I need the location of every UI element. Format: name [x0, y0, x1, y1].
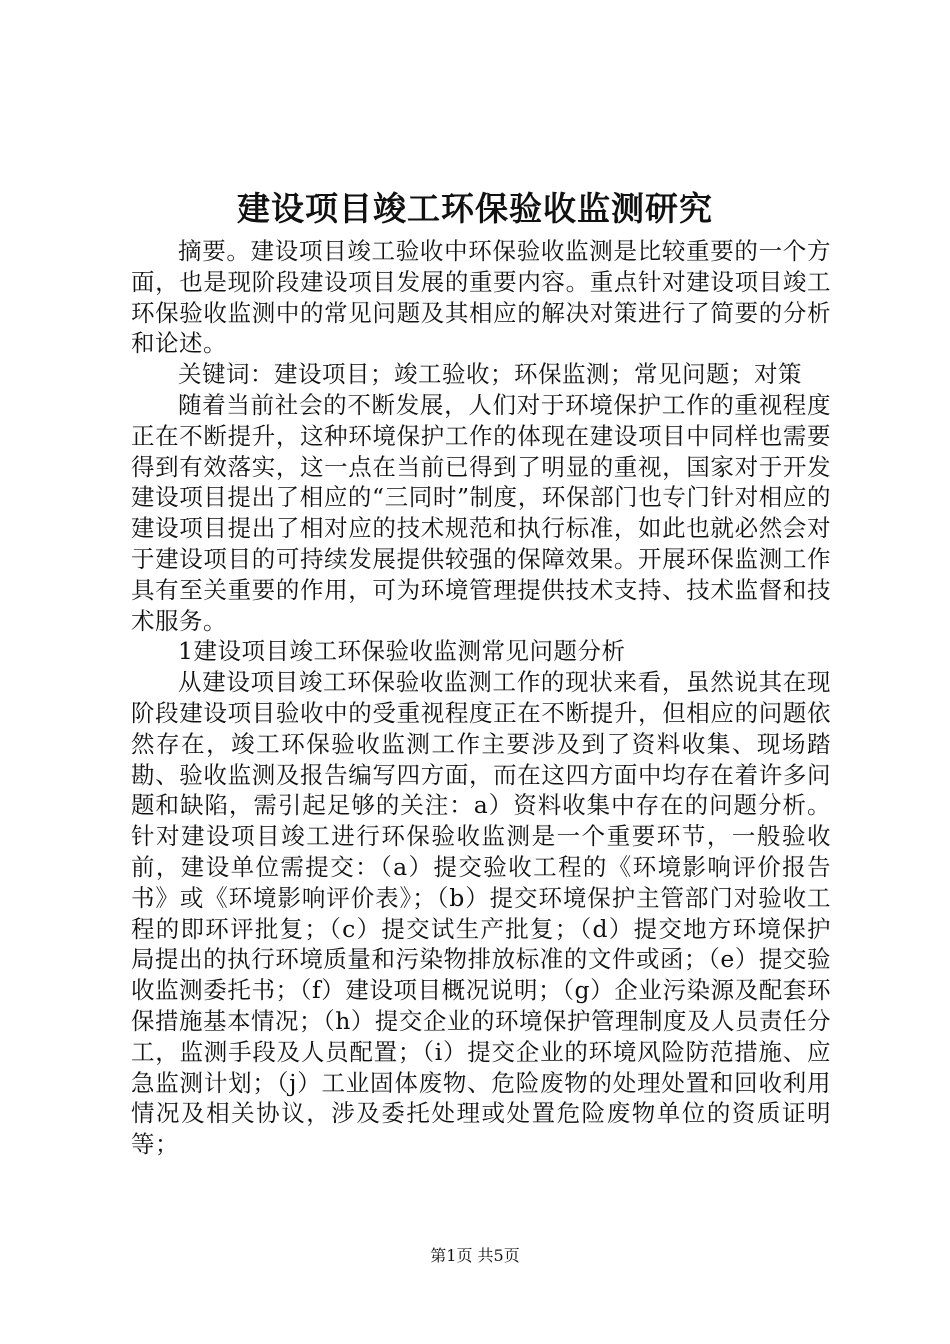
document-title: 建设项目竣工环保验收监测研究 — [237, 189, 713, 228]
abstract-paragraph: 摘要。建设项目竣工验收中环保验收监测是比较重要的一个方面，也是现阶段建设项目发展的重要内容。重点针对建设项目竣工环保验收监测中的常见问题及其相应的解决对策进行了简要的分析和论述。 — [131, 237, 831, 358]
keywords-paragraph: 关键词：建设项目；竣工验收；环保监测；常见问题；对策 — [178, 360, 802, 389]
section-paragraph: 从建设项目竣工环保验收监测工作的现状来看，虽然说其在现阶段建设项目验收中的受重视程度正在不断提升，但相应的问题依然存在，竣工环保验收监测工作主要涉及到了资料收集、现场踏勘、验收监测及报告编写四方面，而在这四方面中均存在着许多问题和缺陷，需引起足够的关注：a）资料收集中存在的问题分析。针对建设项目竣工进行环保验收监测是一个重要环节，一般验收前，建设单位需提交：（a）提交验收工程的《环境影响评价报告书》或《环境影响评价表》；（b）提交环境保护主管部门对验收工程的即环评批复；（c）提交试生产批复；（d）提交地方环境保护局提出的执行环境质量和污染物排放标准的文件或函；（e）提交验收监测委托书；（f）建设项目概况说明；（g）企业污染源及配套环保措施基本情况；（h）提交企业的环境保护管理制度及人员责任分工，监测手段及人员配置；（i）提交企业的环境风险防范措施、应急监测计划；（j）工业固体废物、危险废物的处理处置和回收利用情况及相关协议，涉及委托处理或处置危险废物单位的资质证明等； — [131, 668, 831, 1159]
section-heading: 1建设项目竣工环保验收监测常见问题分析 — [178, 637, 626, 666]
page-footer: 第1页 共5页 — [430, 1246, 520, 1265]
document-body — [131, 236, 831, 1160]
intro-paragraph: 随着当前社会的不断发展，人们对于环境保护工作的重视程度正在不断提升，这种环境保护工作的体现在建设项目中同样也需要得到有效落实，这一点在当前已得到了明显的重视，国家对于开发建设项目提出了相应的“三同时”制度，环保部门也专门针对相应的建设项目提出了相对应的技术规范和执行标准，如此也就必然会对于建设项目的可持续发展提供较强的保障效果。开展环保监测工作具有至关重要的作用，可为环境管理提供技术支持、技术监督和技术服务。 — [131, 390, 831, 635]
